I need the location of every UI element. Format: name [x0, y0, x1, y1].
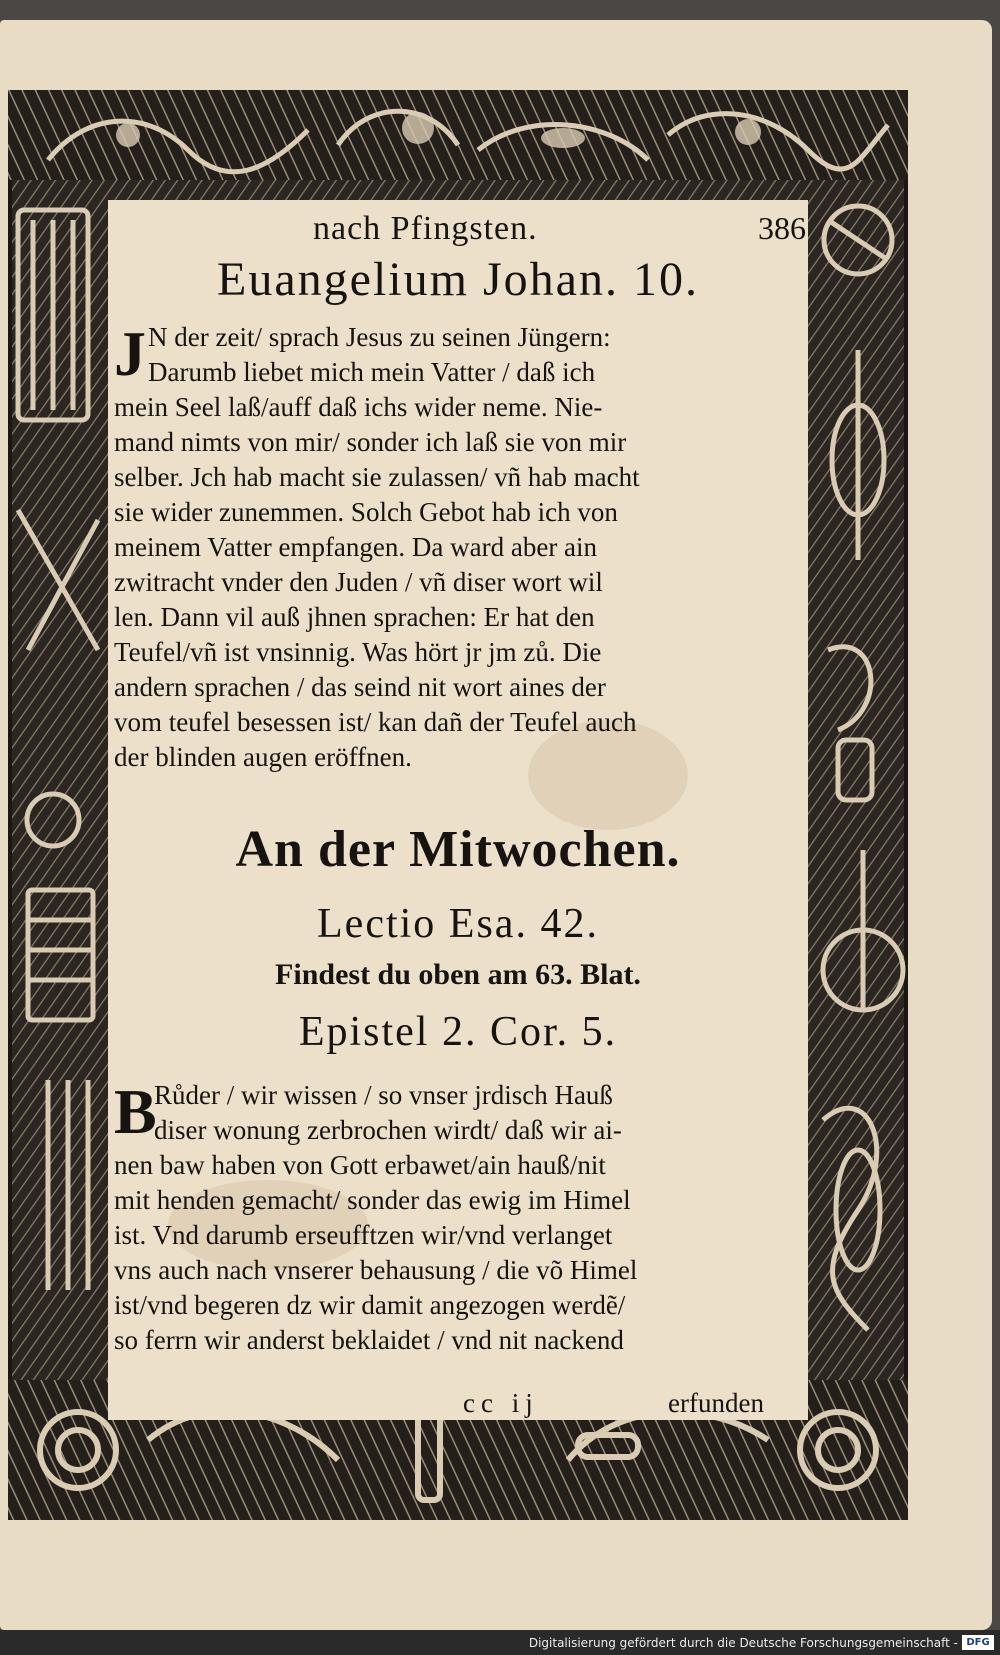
- dfg-logo: DFG: [962, 1635, 994, 1650]
- catchword: erfunden: [668, 1388, 764, 1418]
- lectio-heading: Lectio Esa. 42.: [317, 901, 599, 947]
- text-line: mit henden gemacht/ sonder das ewig im Himel: [114, 1185, 631, 1215]
- epistel-paragraph: [114, 1078, 804, 1358]
- text-line: N der zeit/ sprach Jesus zu seinen Jüngern:: [148, 322, 611, 352]
- text-line: meinem Vatter empfangen. Da ward aber ain: [114, 532, 598, 562]
- text-line: diser wonung zerbrochen wirdt/ daß wir ai-: [154, 1115, 622, 1145]
- text-line: sie wider zunemmen. Solch Gebot hab ich von: [114, 497, 618, 527]
- book-page: [0, 20, 992, 1630]
- text-line: zwitracht vnder den Juden / vñ diser wort wil: [114, 567, 603, 597]
- text-line: selber. Jch hab macht sie zulassen/ vñ hab macht: [114, 462, 640, 492]
- page-footer-line: [108, 1388, 808, 1423]
- text-line: der blinden augen eröffnen.: [114, 742, 412, 772]
- digitization-footer: [0, 1630, 1000, 1655]
- running-head: [108, 208, 808, 258]
- gospel-paragraph: [114, 320, 804, 775]
- text-line: Teufel/vñ ist vnsinnig. Was hört jr jm zů. Die: [114, 637, 602, 667]
- text-line: andern sprachen / das seind nit wort aines der: [114, 672, 606, 702]
- running-title: nach Pfingsten.: [313, 210, 538, 247]
- footer-credit: Digitalisierung gefördert durch die Deutsche Forschungsgemeinschaft -: [528, 1636, 958, 1650]
- epistel-initial: B: [114, 1076, 157, 1147]
- text-line: vns auch nach vnserer behausung / die võ Himel: [114, 1255, 638, 1285]
- cross-reference: Findest du oben am 63. Blat.: [275, 958, 641, 991]
- text-line: ist/vnd begeren dz wir damit angezogen werdẽ/: [114, 1290, 626, 1320]
- text-line: ist. Vnd darumb erseufftzen wir/vnd verlanget: [114, 1220, 613, 1250]
- text-line: nen baw haben von Gott erbawet/ain hauß/nit: [114, 1150, 606, 1180]
- text-line: len. Dann vil auß jhnen sprachen: Er hat den: [114, 602, 595, 632]
- section-heading: An der Mitwochen.: [235, 821, 681, 878]
- text-line: mein Seel laß/auff daß ichs wider neme. Nie-: [114, 392, 603, 422]
- gospel-initial: J: [114, 318, 146, 389]
- text-line: mand nimts von mir/ sonder ich laß sie von mir: [114, 427, 627, 457]
- page-number: 386: [758, 210, 806, 246]
- gospel-heading: Euangelium Johan. 10.: [217, 253, 699, 306]
- text-line: Darumb liebet mich mein Vatter / daß ich: [148, 357, 596, 387]
- text-line: so ferrn wir anderst beklaidet / vnd nit nackend: [114, 1325, 624, 1355]
- signature-mark: cc ij: [463, 1388, 539, 1418]
- epistel-heading: Epistel 2. Cor. 5.: [298, 1009, 618, 1055]
- text-line: Růder / wir wissen / so vnser jrdisch Hauß: [154, 1080, 613, 1110]
- text-block: [108, 200, 808, 1420]
- text-line: vom teufel besessen ist/ kan dañ der Teufel auch: [114, 707, 637, 737]
